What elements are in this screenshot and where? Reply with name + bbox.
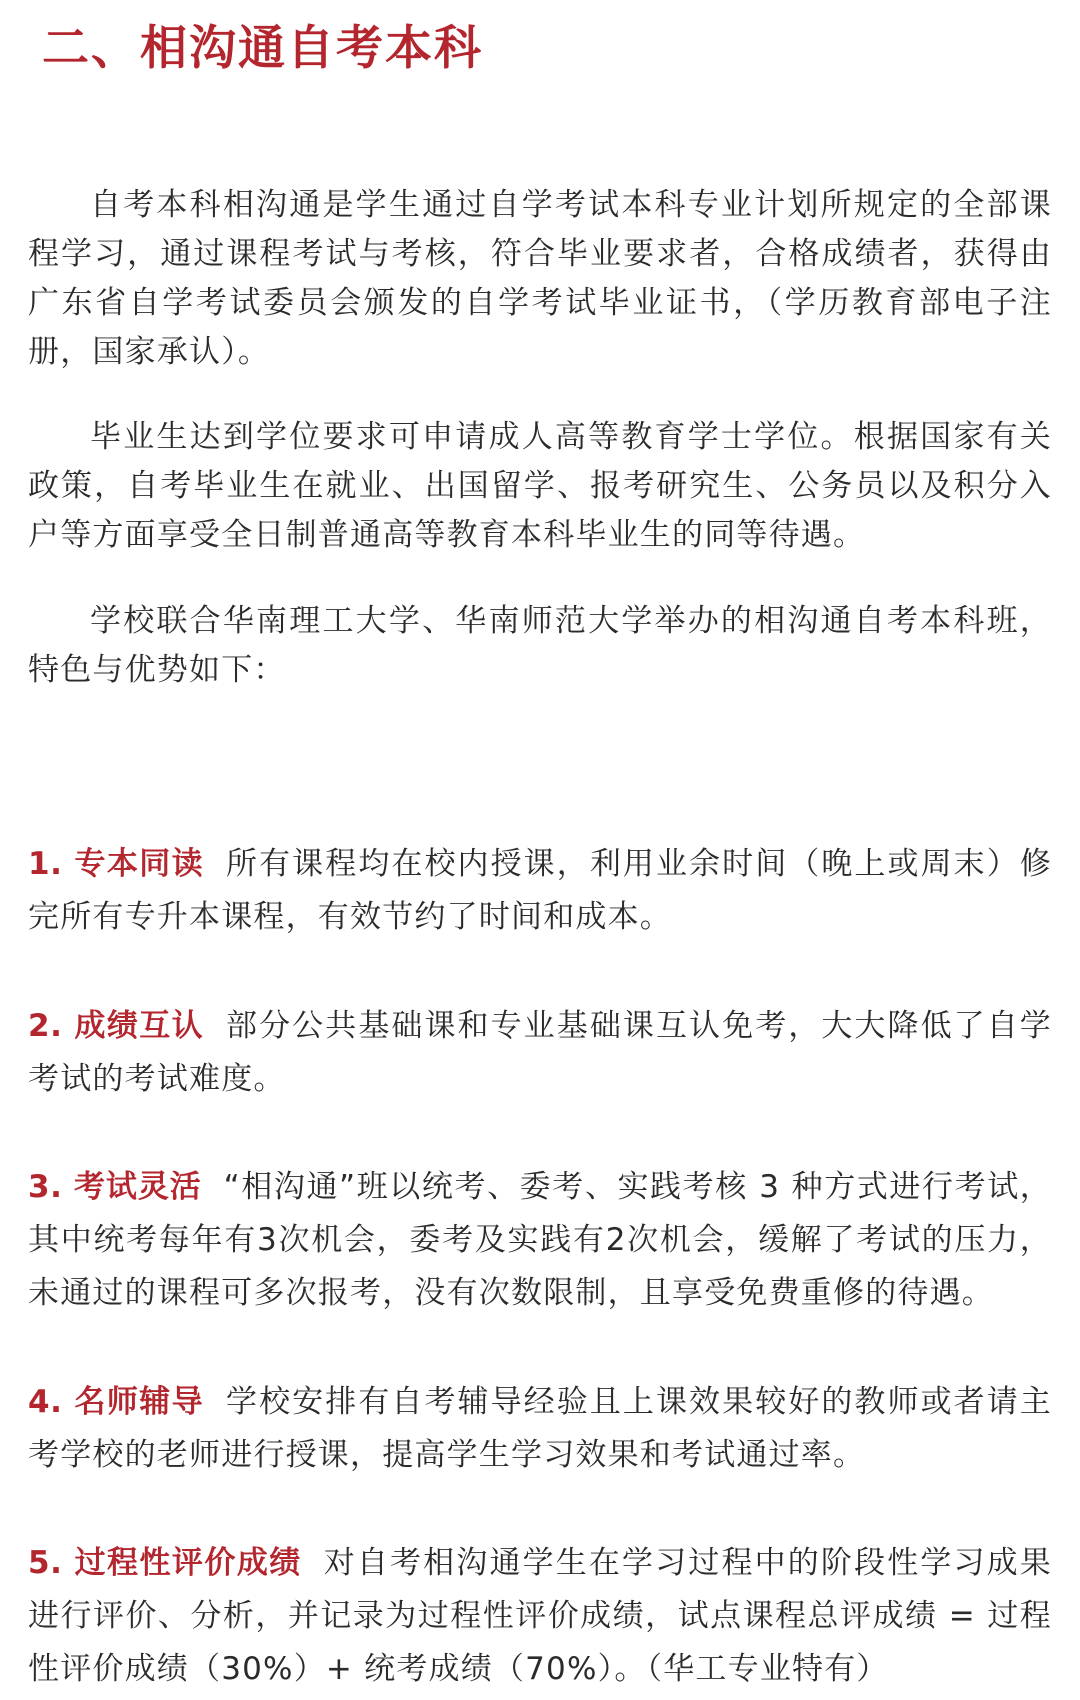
feature-title: 2. 成绩互认 [28, 1008, 205, 1044]
feature-title: 3. 考试灵活 [28, 1169, 202, 1205]
feature-text: 学校安排有自考辅导经验且上课效果较好的教师或者请主考学校的老师进行授课，提高学生学习效果和考试通过率。 [28, 1384, 1052, 1473]
advantages-intro-paragraph: 学校联合华南理工大学、华南师范大学举办的相沟通自考本科班，特色与优势如下： [28, 603, 1052, 688]
feature-item-5 [28, 1537, 1052, 1696]
feature-item-4 [28, 1376, 1052, 1482]
feature-title: 5. 过程性评价成绩 [28, 1545, 302, 1581]
feature-item-1 [28, 838, 1052, 944]
section-heading: 二、相沟通自考本科 [42, 21, 483, 76]
feature-text: 部分公共基础课和专业基础课互认免考，大大降低了自学考试的考试难度。 [28, 1008, 1052, 1097]
feature-text: 对自考相沟通学生在学习过程中的阶段性学习成果进行评价、分析，并记录为过程性评价成绩，试点课程总评成绩 = 过程性评价成绩（30%）+ 统考成绩（70%）。（华工专业特有） [28, 1545, 1052, 1687]
degree-paragraph: 毕业生达到学位要求可申请成人高等教育学士学位。根据国家有关政策，自考毕业生在就业、出国留学、报考研究生、公务员以及积分入户等方面享受全日制普通高等教育本科毕业生的同等待遇。 [28, 419, 1052, 553]
feature-text: 所有课程均在校内授课，利用业余时间（晚上或周末）修完所有专升本课程，有效节约了时间和成本。 [28, 846, 1052, 935]
feature-title: 4. 名师辅导 [28, 1384, 205, 1420]
feature-item-3 [28, 1161, 1052, 1320]
intro-paragraph: 自考本科相沟通是学生通过自学考试本科专业计划所规定的全部课程学习，通过课程考试与考核，符合毕业要求者，合格成绩者，获得由广东省自学考试委员会颁发的自学考试毕业证书，（学历教育部电子注册，国家承认）。 [28, 187, 1052, 370]
feature-item-2 [28, 1000, 1052, 1106]
feature-title: 1. 专本同读 [28, 846, 205, 882]
feature-text: “相沟通”班以统考、委考、实践考核 3 种方式进行考试，其中统考每年有3次机会，委考及实践有2次机会，缓解了考试的压力，未通过的课程可多次报考，没有次数限制，且享受免费重修的待遇。 [28, 1169, 1052, 1311]
